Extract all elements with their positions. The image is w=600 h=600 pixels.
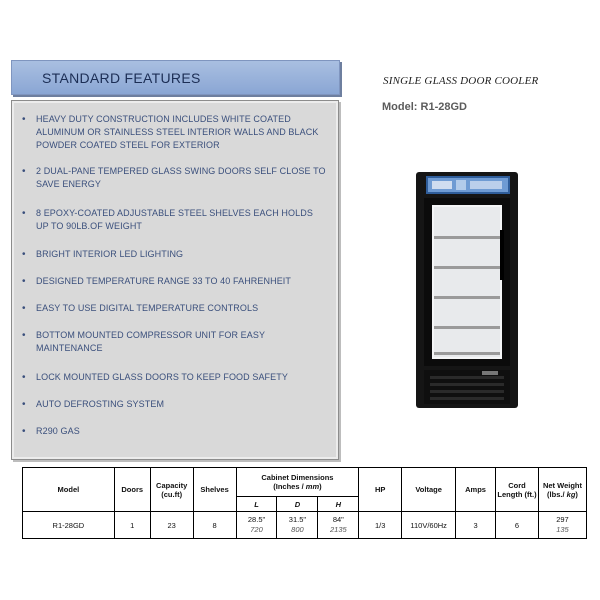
cell-length-mm: 720 xyxy=(250,525,263,534)
cell-height-mm: 2135 xyxy=(330,525,347,534)
feature-text: R290 GAS xyxy=(36,426,80,436)
header-shelves: Shelves xyxy=(193,468,236,512)
cell-hp: 1/3 xyxy=(359,512,402,539)
feature-item xyxy=(22,207,327,233)
header-length: L xyxy=(236,497,277,512)
cell-model: R1-28GD xyxy=(23,512,115,539)
header-net-weight-units-suffix: ) xyxy=(575,489,578,499)
feature-item xyxy=(22,275,327,288)
header-doors: Doors xyxy=(114,468,150,512)
feature-text: BOTTOM MOUNTED COMPRESSOR UNIT FOR EASY MAINTENANCE xyxy=(36,330,265,353)
feature-text: DESIGNED TEMPERATURE RANGE 33 TO 40 FAHRENHEIT xyxy=(36,276,291,286)
feature-item xyxy=(22,425,327,438)
cell-weight-lbs: 297 xyxy=(556,515,569,524)
header-cord-length: Cord Length (ft.) xyxy=(496,468,539,512)
table-row xyxy=(23,512,587,539)
cell-voltage: 110V/60Hz xyxy=(402,512,456,539)
bullet-icon: • xyxy=(22,372,26,383)
feature-text: BRIGHT INTERIOR LED LIGHTING xyxy=(36,249,184,259)
glass-door-cooler-icon xyxy=(412,170,522,410)
features-panel xyxy=(11,100,339,460)
feature-text: 8 EPOXY-COATED ADJUSTABLE STEEL SHELVES EACH HOLDS UP TO 90LB.OF WEIGHT xyxy=(36,208,313,231)
standard-features-banner xyxy=(11,60,340,95)
bullet-icon: • xyxy=(22,276,26,287)
feature-item xyxy=(22,165,327,191)
feature-text: 2 DUAL-PANE TEMPERED GLASS SWING DOORS SELF CLOSE TO SAVE ENERGY xyxy=(36,166,326,189)
header-cabinet-units-mm: mm xyxy=(305,482,320,491)
feature-item xyxy=(22,329,327,355)
header-height: H xyxy=(318,497,359,512)
cell-cord-length: 6 xyxy=(496,512,539,539)
feature-text: AUTO DEFROSTING SYSTEM xyxy=(36,399,165,409)
feature-text: EASY TO USE DIGITAL TEMPERATURE CONTROLS xyxy=(36,303,259,313)
header-net-weight-units-kg: kg xyxy=(566,489,576,499)
feature-item xyxy=(22,302,327,315)
product-name: SINGLE GLASS DOOR COOLER xyxy=(383,75,539,87)
bullet-icon: • xyxy=(22,399,26,410)
model-value: R1-28GD xyxy=(420,101,467,113)
feature-item xyxy=(22,371,327,384)
cell-depth-mm: 800 xyxy=(291,525,304,534)
feature-item xyxy=(22,398,327,411)
bullet-icon: • xyxy=(22,303,26,314)
feature-item xyxy=(22,248,327,261)
header-voltage: Voltage xyxy=(402,468,456,512)
cell-depth xyxy=(277,512,318,539)
header-cabinet-dimensions-label: Cabinet Dimensions xyxy=(261,473,334,482)
cell-weight xyxy=(538,512,586,539)
header-amps: Amps xyxy=(456,468,496,512)
header-net-weight xyxy=(538,468,586,512)
model-line xyxy=(382,101,467,113)
feature-item xyxy=(22,113,327,152)
standard-features-title: STANDARD FEATURES xyxy=(42,69,201,86)
header-depth: D xyxy=(277,497,318,512)
bullet-icon: • xyxy=(22,249,26,260)
cell-shelves: 8 xyxy=(193,512,236,539)
header-cabinet-units-prefix: (Inches / xyxy=(273,482,304,491)
feature-text: LOCK MOUNTED GLASS DOORS TO KEEP FOOD SAFETY xyxy=(36,372,288,382)
bullet-icon: • xyxy=(22,426,26,437)
bullet-icon: • xyxy=(22,330,26,341)
cell-weight-kg: 135 xyxy=(556,525,569,534)
model-label: Model: xyxy=(382,101,418,113)
header-net-weight-units-prefix: (lbs./ xyxy=(547,489,565,499)
table-header-row xyxy=(23,468,587,497)
bullet-icon: • xyxy=(22,166,26,177)
header-capacity: Capacity (cu.ft) xyxy=(150,468,193,512)
bullet-icon: • xyxy=(22,114,26,125)
header-cabinet-dimensions xyxy=(236,468,359,497)
spec-table xyxy=(22,467,587,539)
cell-length xyxy=(236,512,277,539)
header-model: Model xyxy=(23,468,115,512)
header-cabinet-units-suffix: ) xyxy=(319,482,322,491)
cell-doors: 1 xyxy=(114,512,150,539)
cell-length-in: 28.5" xyxy=(247,515,266,524)
feature-text: HEAVY DUTY CONSTRUCTION INCLUDES WHITE COATED ALUMINUM OR STAINLESS STEEL INTERIOR WALLS AND BLACK POWDER COATED STEEL FOR EXTERIOR xyxy=(36,114,319,150)
bullet-icon: • xyxy=(22,208,26,219)
cell-depth-in: 31.5" xyxy=(288,515,307,524)
cell-capacity: 23 xyxy=(150,512,193,539)
cell-height xyxy=(318,512,359,539)
cell-amps: 3 xyxy=(456,512,496,539)
header-net-weight-label: Net Weight xyxy=(542,480,582,490)
cell-height-in: 84" xyxy=(332,515,344,524)
header-hp: HP xyxy=(359,468,402,512)
